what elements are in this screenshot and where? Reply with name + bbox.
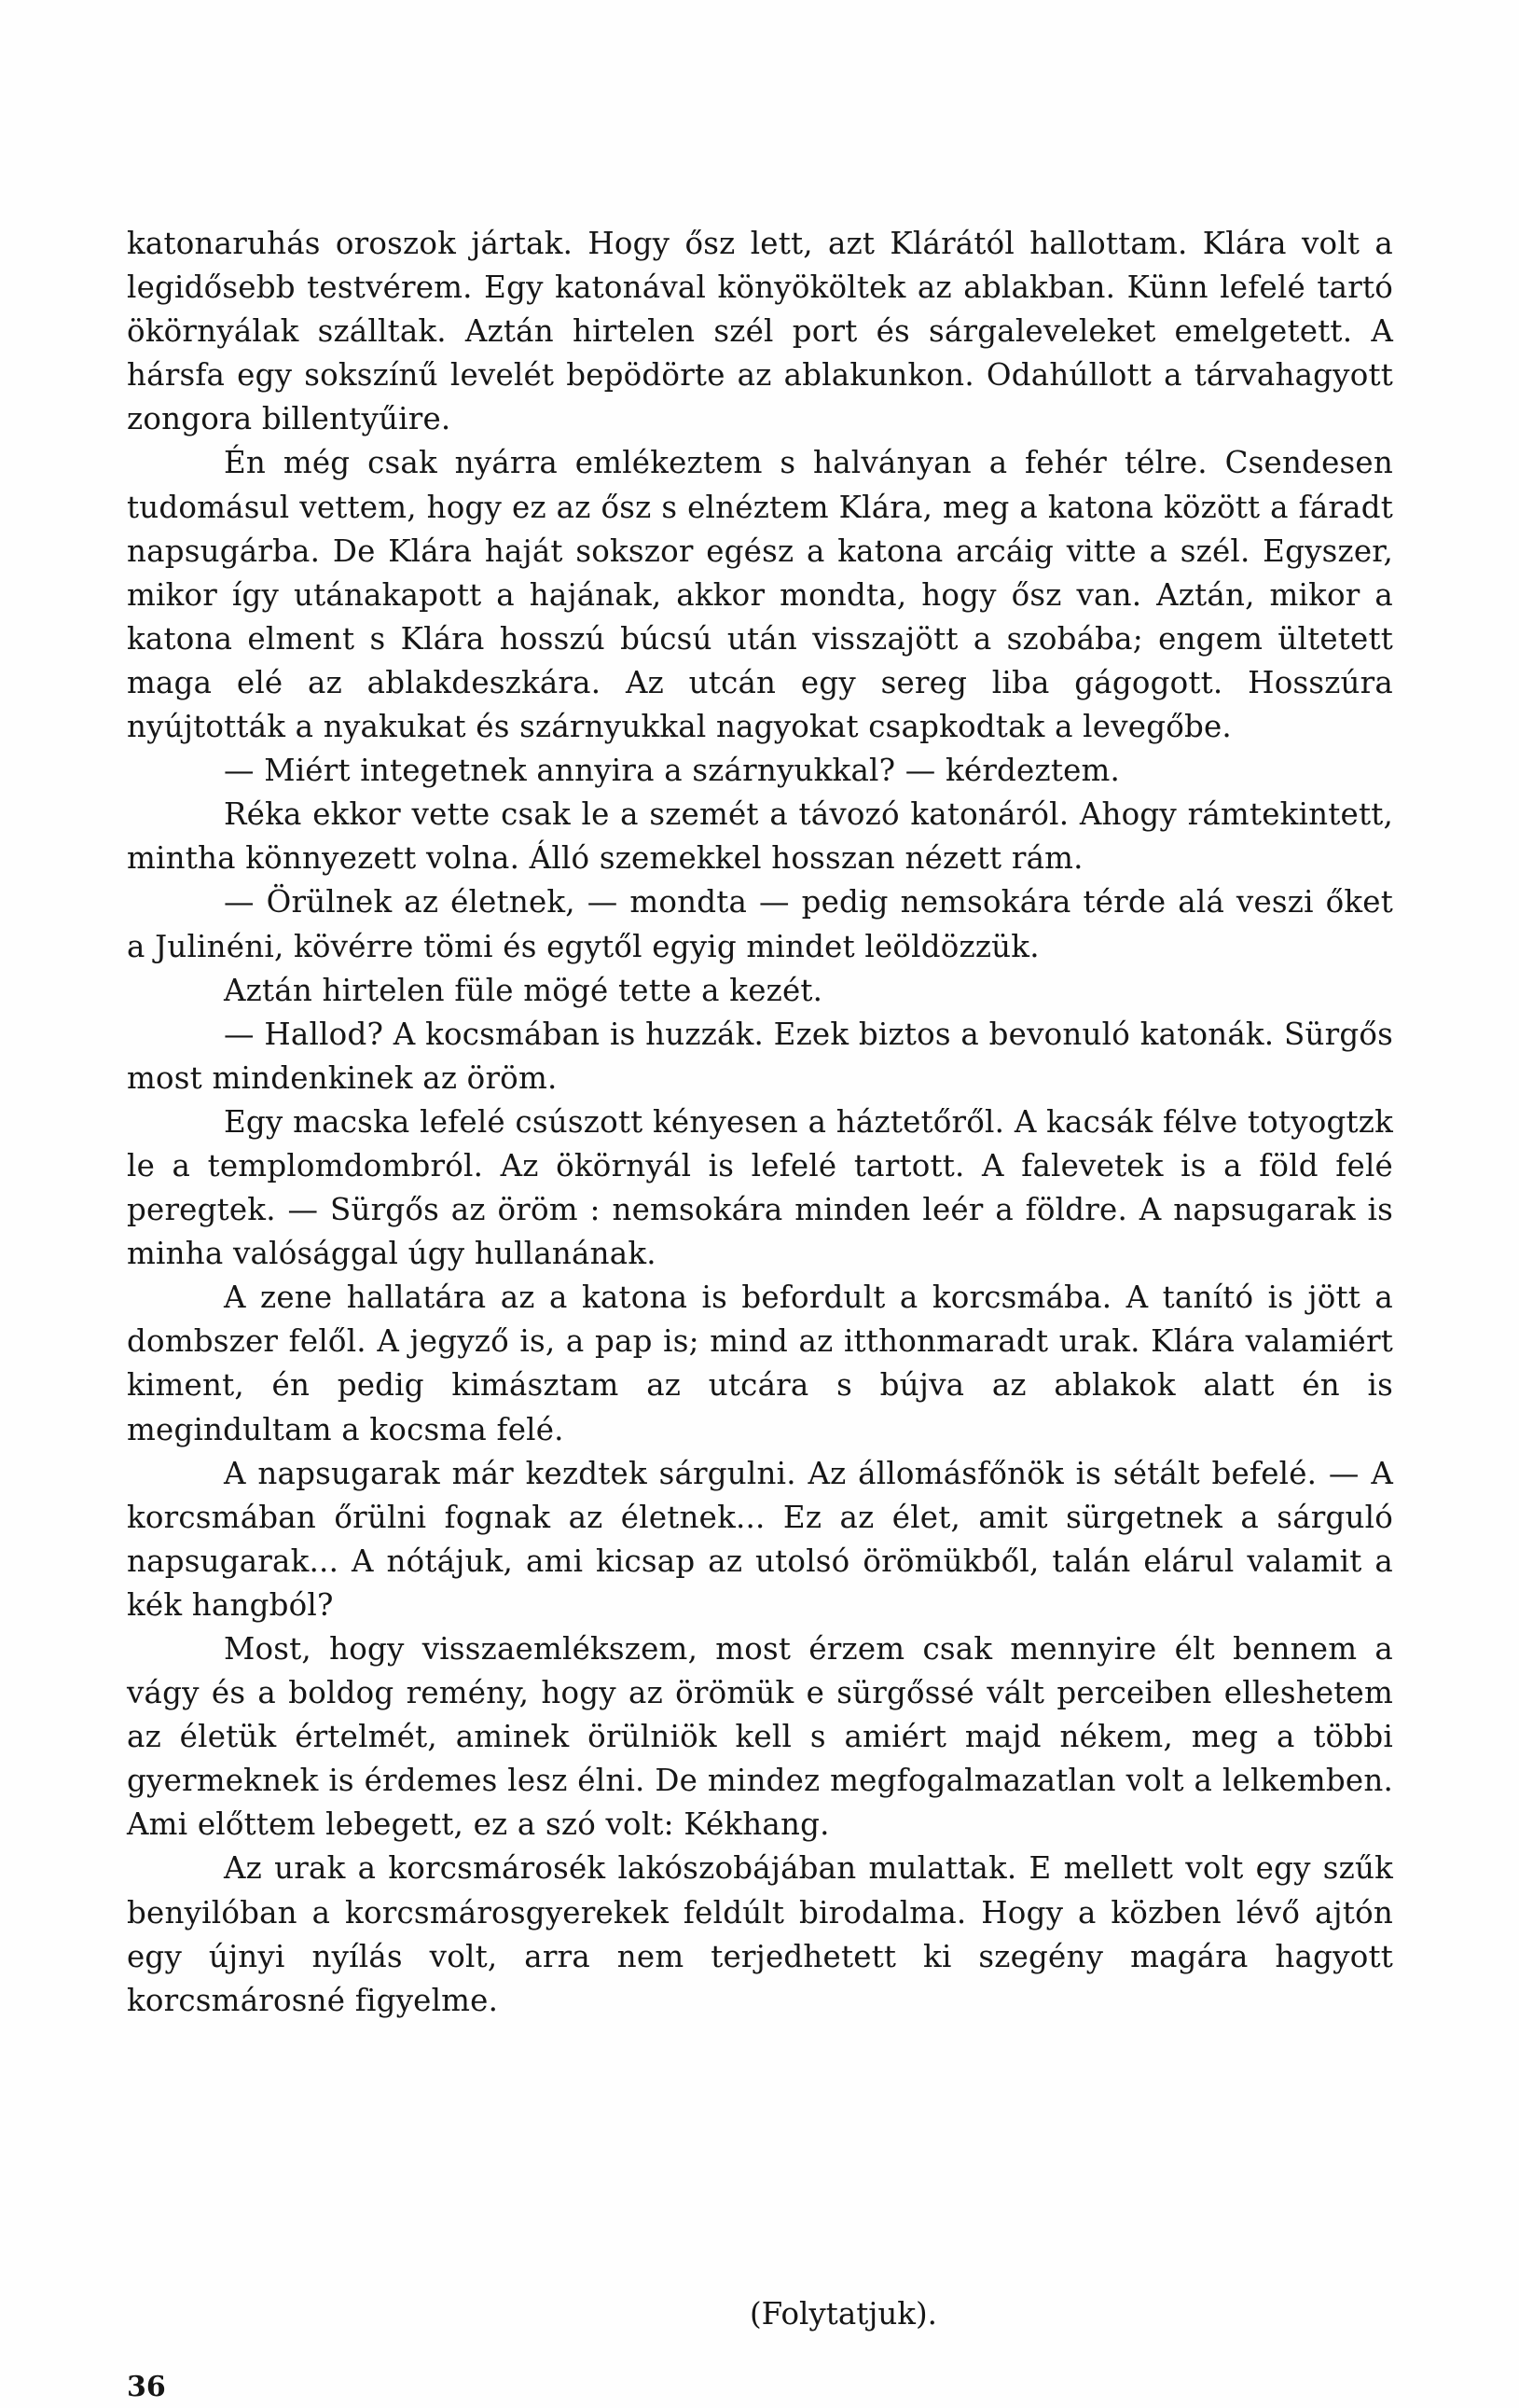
paragraph-10: A napsugarak már kezdtek sárgulni. Az állomásfőnök is sétált befelé. — A korcsmában őrülni fognak az életnek... Ez az élet, amit sürgetnek a sárguló napsugarak... A nótájuk, ami kicsap az utolsó örömükből, talán elárul valamit a kék hangból?	[127, 1455, 1393, 1623]
paragraph-11: Most, hogy visszaemlékszem, most érzem csak mennyire élt bennem a vágy és a boldog remény, hogy az örömük e sürgőssé vált perceiben elleshetem az életük értelmét, aminek örülniök kell s amiért majd nékem, meg a többi gyermeknek is érdemes lesz élni. De mindez megfogalmazatlan volt a lelkemben. Ami előttem lebegett, ez a szó volt: Kékhang.	[127, 1631, 1393, 1843]
page-number: 36	[127, 2371, 166, 2403]
paragraph-6: Aztán hirtelen füle mögé tette a kezét.	[224, 972, 823, 1008]
paragraph-1: katonaruhás oroszok jártak. Hogy ősz lett, azt Klárától hallottam. Klára volt a legidősebb testvérem. Egy katonával könyököltek az ablakban. Künn lefelé tartó ökörnyálak szálltak. Aztán hirtelen szél port és sárgaleveleket emelgetett. A hársfa egy sokszínű levelét bepödörte az ablakunkon. Odahúllott a tárvahagyott zongora billentyűire.	[127, 226, 1393, 437]
to-be-continued: (Folytatjuk).	[750, 2296, 937, 2332]
paragraph-8: Egy macska lefelé csúszott kényesen a háztetőről. A kacsák félve totyogtzk le a templomdombról. Az ökörnyál is lefelé tartott. A falevetek is a föld felé peregtek. — Sürgős az öröm : nemsokára minden leér a földre. A napsugarak is minha valósággal úgy hullanának.	[127, 1103, 1393, 1272]
paragraph-5: — Örülnek az életnek, — mondta — pedig nemsokára térde alá veszi őket a Julinéni, kövérre tömi és egytől egyig mindet leöldözzük.	[127, 884, 1393, 964]
paragraph-7: — Hallod? A kocsmában is huzzák. Ezek biztos a bevonuló katonák. Sürgős most mindenkinek az öröm.	[127, 1016, 1393, 1096]
body-text	[127, 222, 1393, 2023]
paragraph-12: Az urak a korcsmárosék lakószobájában mulattak. E mellett volt egy szűk benyilóban a korcsmárosgyerekek feldúlt birodalma. Hogy a közben lévő ajtón egy újnyi nyílás volt, arra nem terjedhetett ki szegény magára hagyott korcsmárosné figyelme.	[127, 1850, 1393, 2018]
paragraph-9: A zene hallatára az a katona is befordult a korcsmába. A tanító is jött a dombszer felől. A jegyző is, a pap is; mind az itthonmaradt urak. Klára valamiért kiment, én pedig kimásztam az utcára s bújva az ablakok alatt én is megindultam a kocsma felé.	[127, 1280, 1393, 1447]
paragraph-3: — Miért integetnek annyira a szárnyukkal? — kérdeztem.	[224, 753, 1121, 789]
paragraph-4: Réka ekkor vette csak le a szemét a távozó katonáról. Ahogy rámtekintett, mintha könnyezett volna. Álló szemekkel hosszan nézett rám.	[127, 796, 1393, 877]
paragraph-2: Én még csak nyárra emlékeztem s halványan a fehér télre. Csendesen tudomásul vettem, hogy ez az ősz s elnéztem Klára, meg a katona között a fáradt napsugárba. De Klára haját sokszor egész a katona arcáig vitte a szél. Egyszer, mikor így utánakapott a hajának, akkor mondta, hogy ősz van. Aztán, mikor a katona elment s Klára hosszú búcsú után visszajött a szobába; engem ültetett maga elé az ablakdeszkára. Az utcán egy sereg liba gágogott. Hosszúra nyújtották a nyakukat és szárnyukkal nagyokat csapkodtak a levegőbe.	[127, 445, 1393, 745]
